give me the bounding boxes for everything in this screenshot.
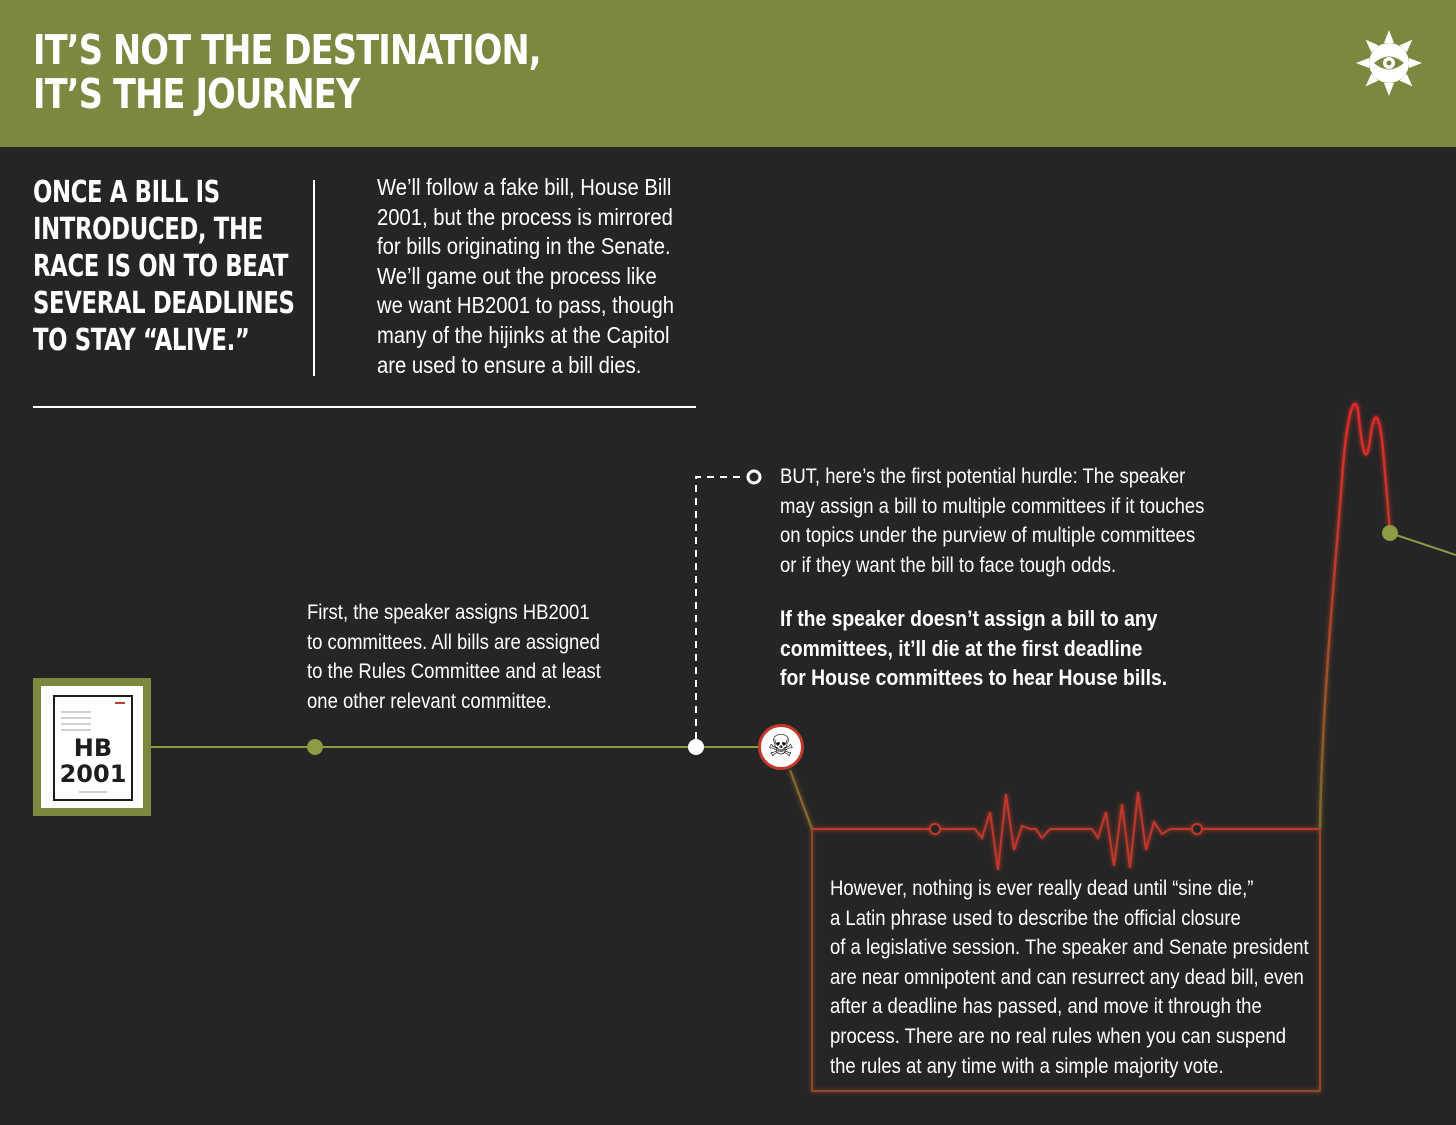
hurdle-warning-line: for House committees to hear House bills. [780, 665, 1168, 690]
intro-text-line: 2001, but the process is mirrored [377, 203, 673, 230]
hurdle-line: on topics under the purview of multiple committees [780, 523, 1196, 547]
intro-text-line: are used to ensure a bill dies. [377, 351, 642, 378]
step-assign-line: to the Rules Committee and at least [307, 659, 601, 683]
intro-text-line: We’ll follow a fake bill, House Bill [377, 174, 672, 200]
bill-document-footer-line [79, 791, 107, 793]
resurrection-rise-line [1320, 404, 1390, 829]
bill-document-icon [41, 686, 143, 808]
resurrection-line: are near omnipotent and can resurrect any dead bill, even [830, 964, 1304, 989]
bill-document-card [33, 678, 151, 816]
resurrection-line: the rules at any time with a simple majority vote. [830, 1053, 1224, 1078]
heartbeat-node-left [930, 824, 940, 834]
hurdle-line: or if they want the bill to face tough odds. [780, 552, 1117, 577]
continuation-line [1390, 533, 1456, 555]
page-title-line-2: IT’S THE JOURNEY [33, 70, 360, 118]
timeline-node-assign [307, 739, 323, 755]
timeline-node-revived [1382, 525, 1398, 541]
step-assign-line: one other relevant committee. [307, 688, 552, 713]
intro-heading-line: ONCE A BILL IS [33, 175, 220, 210]
bill-label [55, 735, 131, 787]
hurdle-text [780, 462, 1204, 580]
page-title-line-1: IT’S NOT THE DESTINATION, [33, 26, 541, 74]
bill-document-text-lines [61, 711, 91, 735]
intro-heading-line: RACE IS ON TO BEAT [33, 249, 289, 284]
step-assign-line: to committees. All bills are assigned [307, 629, 600, 654]
bill-label-line-1: HB [73, 734, 113, 762]
resurrection-line: a Latin phrase used to describe the official closure [830, 905, 1241, 930]
intro-text-line: We’ll game out the process like [377, 262, 657, 289]
resurrection-line: process. There are no real rules when you can suspend [830, 1023, 1287, 1048]
step-assign-line: First, the speaker assigns HB2001 [307, 600, 590, 624]
intro-text-line: many of the hijinks at the Capitol [377, 321, 670, 348]
intro-text-line: for bills originating in the Senate. [377, 233, 671, 260]
resurrection-text [830, 874, 1309, 1081]
hurdle-warning-line: committees, it’ll die at the first deadline [780, 635, 1143, 661]
hurdle-connector-end-node [748, 471, 760, 483]
resurrection-line: of a legislative session. The speaker and Senate president [830, 935, 1309, 960]
heartbeat-line [812, 792, 1320, 870]
timeline-node-hurdle [688, 739, 704, 755]
death-drop-line [790, 770, 812, 829]
heartbeat-node-right [1192, 824, 1202, 834]
hurdle-warning-line: If the speaker doesn’t assign a bill to any [780, 606, 1158, 631]
hurdle-warning-text [780, 604, 1167, 693]
skull-crossbones-icon: ☠ [758, 724, 804, 770]
bill-document-page [53, 695, 133, 801]
resurrection-line: However, nothing is ever really dead until “sine die,” [830, 876, 1254, 900]
hurdle-line: may assign a bill to multiple committees if it touches [780, 493, 1205, 518]
hurdle-line: BUT, here’s the first potential hurdle: The speaker [780, 464, 1186, 488]
bill-document-corner-mark [115, 702, 125, 704]
hurdle-dashed-connector [696, 477, 745, 739]
intro-heading-line: INTRODUCED, THE [33, 212, 263, 247]
resurrection-line: after a deadline has passed, and move it through the [830, 994, 1262, 1019]
intro-heading-line: TO STAY “ALIVE.” [33, 323, 250, 358]
step-assign-text [307, 598, 601, 716]
intro-text-line: we want HB2001 to pass, though [377, 292, 675, 319]
intro-heading-line: SEVERAL DEADLINES [33, 286, 295, 321]
bill-label-line-2: 2001 [59, 760, 127, 788]
